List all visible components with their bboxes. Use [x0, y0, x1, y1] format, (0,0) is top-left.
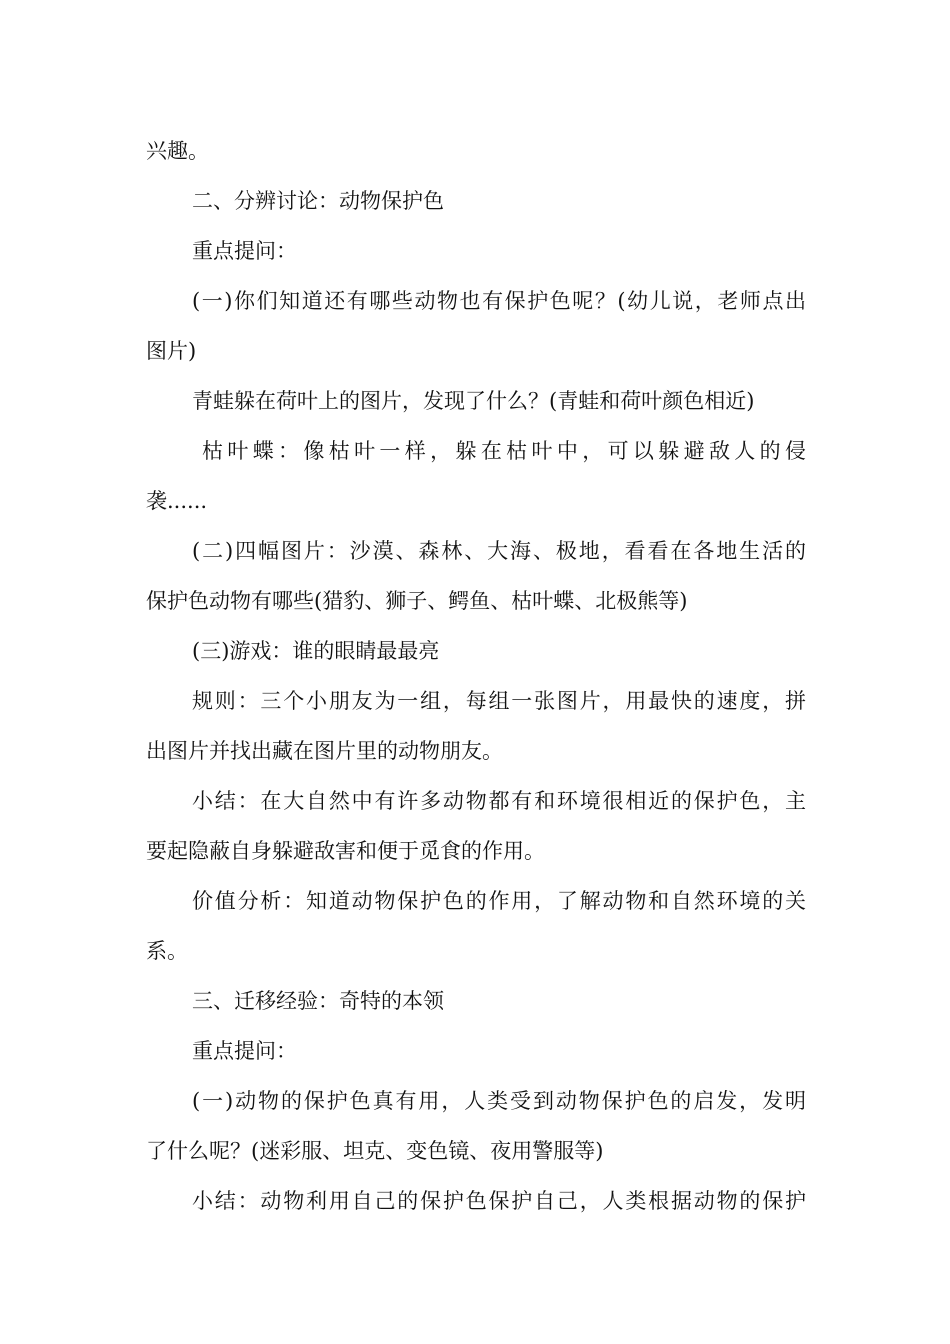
text-line: 小结：动物利用自己的保护色保护自己，人类根据动物的保护	[192, 1189, 806, 1213]
section-heading: 三、迁移经验：奇特的本领	[192, 989, 444, 1013]
text-line: 系。	[146, 939, 188, 963]
text-line: 价值分析：知道动物保护色的作用，了解动物和自然环境的关	[192, 889, 806, 913]
text-line: 兴趣。	[146, 139, 209, 163]
text-line: (三)游戏：谁的眼睛最最亮	[192, 639, 440, 663]
text-line: (一)你们知道还有哪些动物也有保护色呢？(幼儿说，老师点出	[192, 289, 806, 313]
section-heading: 二、分辨讨论：动物保护色	[192, 189, 444, 213]
text-line: 小结：在大自然中有许多动物都有和环境很相近的保护色，主	[192, 789, 806, 813]
text-line: (二)四幅图片：沙漠、森林、大海、极地，看看在各地生活的	[192, 539, 806, 563]
text-line: 青蛙躲在荷叶上的图片，发现了什么？(青蛙和荷叶颜色相近)	[192, 389, 755, 413]
text-line: 要起隐蔽自身躲避敌害和便于觅食的作用。	[146, 839, 545, 863]
text-line: (一)动物的保护色真有用，人类受到动物保护色的启发，发明	[192, 1089, 806, 1113]
text-line: 图片)	[146, 339, 197, 363]
text-line: 保护色动物有哪些(猎豹、狮子、鳄鱼、枯叶蝶、北极熊等)	[146, 589, 688, 613]
text-line: 重点提问：	[192, 239, 297, 263]
text-line: 规则：三个小朋友为一组，每组一张图片，用最快的速度，拼	[192, 689, 806, 713]
text-line: 枯叶蝶：像枯叶一样，躲在枯叶中，可以躲避敌人的侵	[202, 439, 806, 463]
text-line: 出图片并找出藏在图片里的动物朋友。	[146, 739, 503, 763]
text-line: 了什么呢？(迷彩服、坦克、变色镜、夜用警服等)	[146, 1139, 604, 1163]
text-line: 重点提问：	[192, 1039, 297, 1063]
text-line: 袭......	[146, 489, 208, 513]
